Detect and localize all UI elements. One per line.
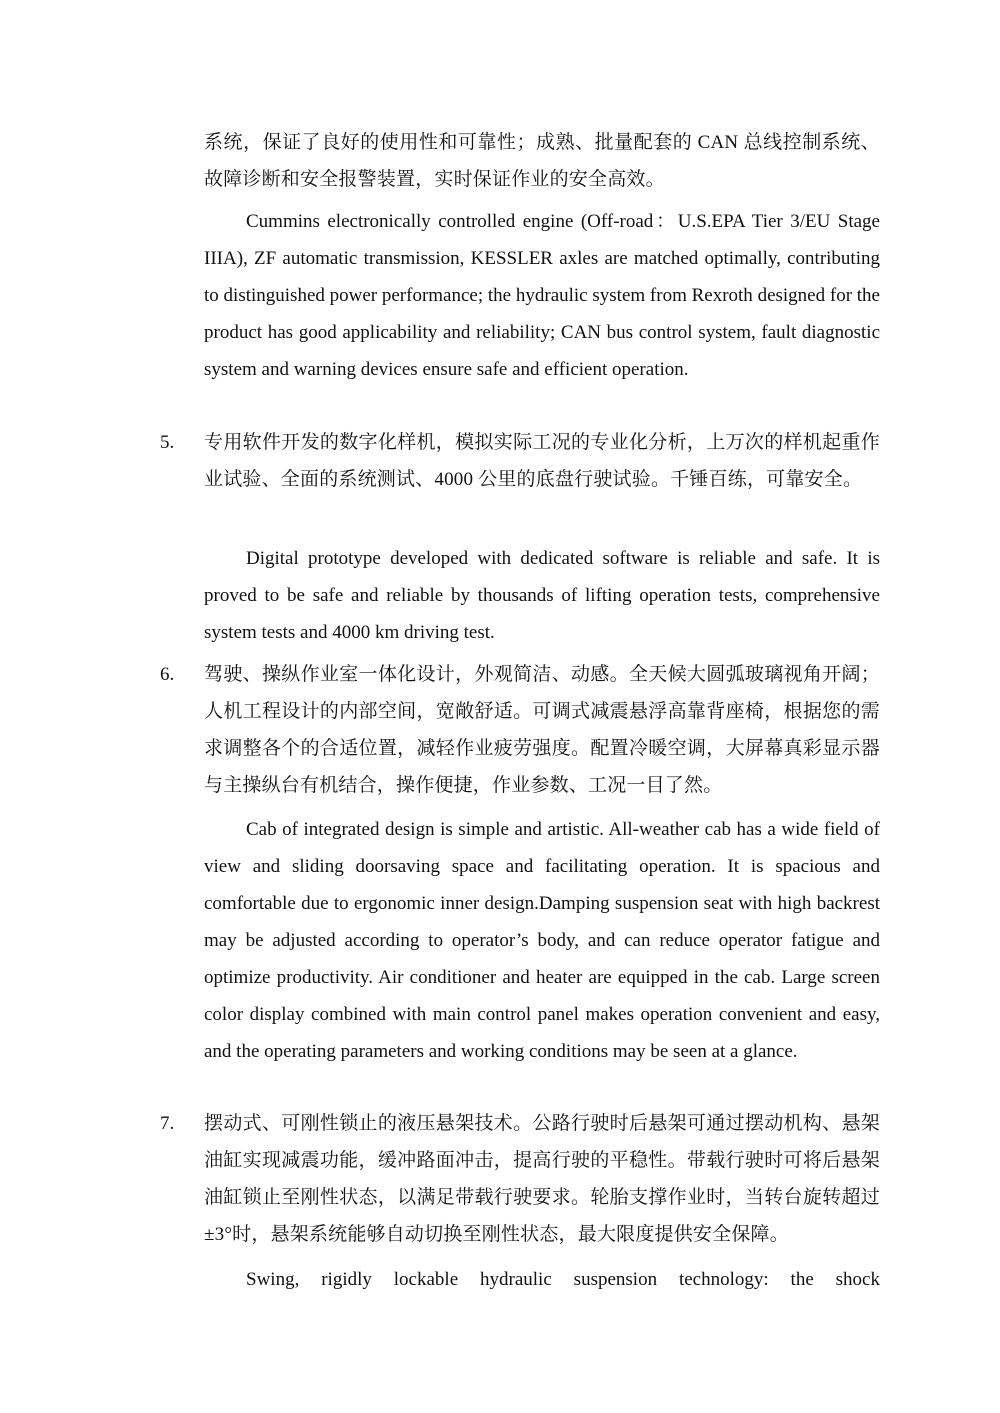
item-5-number: 5.	[160, 432, 175, 453]
intro-paragraph-zh: 系统，保证了良好的使用性和可靠性；成熟、批量配套的 CAN 总线控制系统、故障诊断和安全报警装置，实时保证作业的安全高效。	[204, 132, 880, 190]
item-7-paragraph-zh: 摆动式、可刚性锁止的液压悬架技术。公路行驶时后悬架可通过摆动机构、悬架油缸实现减震功能，缓冲路面冲击，提高行驶的平稳性。带载行驶时可将后悬架油缸锁止至刚性状态，以满足带载行驶要求。轮胎支撑作业时，当转台旋转超过±3°时，悬架系统能够自动切换至刚性状态，最大限度提供安全保障。	[204, 1113, 880, 1245]
item-6-paragraph-en: Cab of integrated design is simple and artistic. All-weather cab has a wide field of view and sliding doorsaving space and facilitating operation. It is spacious and comfortable due to ergonomic inner design.Damping suspension seat with high backrest may be adjusted according to operator’s body, and can reduce operator fatigue and optimize productivity. Air conditioner and heater are equipped in the cab. Large screen color display combined with main control panel makes operation convenient and easy, and the operating parameters and working conditions may be seen at a glance.	[204, 819, 880, 1062]
item-6-number: 6.	[160, 664, 175, 685]
item-5-paragraph-en: Digital prototype developed with dedicated software is reliable and safe. It is proved to be safe and reliable by thousands of lifting operation tests, comprehensive system tests and 4000 km driving test.	[204, 548, 880, 643]
item-7-paragraph-en: Swing, rigidly lockable hydraulic suspension technology: the shock	[246, 1269, 880, 1290]
intro-paragraph-en: Cummins electronically controlled engine (Off-road：U.S.EPA Tier 3/EU Stage IIIA), ZF automatic transmission, KESSLER axles are matched optimally, contributing to distinguished power performance; the hydraulic system from Rexroth designed for the product has good applicability and reliability; CAN bus control system, fault diagnostic system and warning devices ensure safe and efficient operation.	[204, 211, 880, 380]
item-6-paragraph-zh: 驾驶、操纵作业室一体化设计，外观简洁、动感。全天候大圆弧玻璃视角开阔；人机工程设计的内部空间，宽敞舒适。可调式减震悬浮高靠背座椅，根据您的需求调整各个的合适位置，减轻作业疲劳强度。配置冷暖空调，大屏幕真彩显示器与主操纵台有机结合，操作便捷，作业参数、工况一目了然。	[204, 664, 880, 796]
item-7-number: 7.	[160, 1113, 175, 1134]
item-5-paragraph-zh: 专用软件开发的数字化样机，模拟实际工况的专业化分析，上万次的样机起重作业试验、全面的系统测试、4000 公里的底盘行驶试验。千锤百练，可靠安全。	[204, 432, 880, 490]
